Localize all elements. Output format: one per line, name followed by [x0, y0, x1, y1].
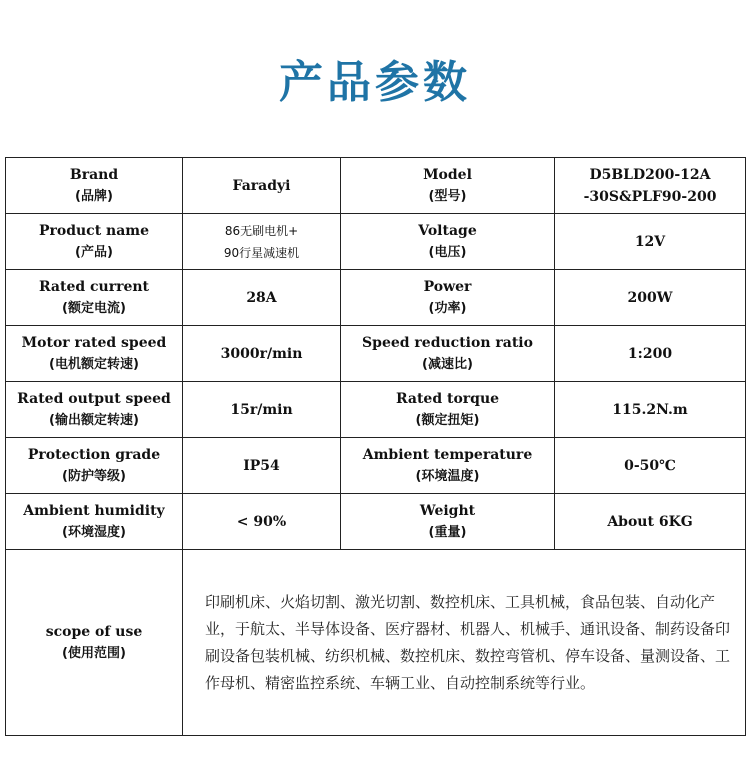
protection-grade-value: IP54 — [243, 457, 280, 474]
label-zh: (产品) — [75, 244, 113, 260]
value-cell — [183, 270, 341, 326]
rated-torque-value: 115.2N.m — [612, 401, 688, 418]
output-speed-value: 15r/min — [230, 401, 293, 418]
value-cell — [183, 158, 341, 214]
value-cell — [183, 438, 341, 494]
value-cell — [183, 382, 341, 438]
table-row — [6, 270, 746, 326]
table-row-scope — [6, 550, 746, 736]
table-row — [6, 382, 746, 438]
label-cell — [6, 158, 183, 214]
label-cell — [6, 438, 183, 494]
label-cell — [341, 270, 555, 326]
model-value-line1: D5BLD200-12A — [589, 166, 711, 183]
label-zh: (电压) — [428, 244, 467, 260]
table-row — [6, 326, 746, 382]
label-en: Rated output speed — [17, 390, 171, 407]
value-cell — [555, 438, 746, 494]
label-cell — [341, 494, 555, 550]
value-cell — [555, 494, 746, 550]
label-cell — [341, 382, 555, 438]
label-zh: (额定扭矩) — [415, 412, 480, 428]
value-cell — [183, 214, 341, 270]
table-row — [6, 158, 746, 214]
value-cell — [555, 214, 746, 270]
label-cell — [6, 270, 183, 326]
label-en: Ambient temperature — [362, 446, 533, 463]
voltage-value: 12V — [634, 233, 666, 250]
label-zh: (功率) — [428, 300, 467, 316]
value-cell — [555, 382, 746, 438]
label-zh: (额定电流) — [62, 300, 126, 316]
label-cell — [6, 214, 183, 270]
scope-text: 印刷机床、火焰切割、激光切割、数控机床、工具机械，食品包装、自动化产业，于航太、半导体设备、医疗器材、机器人、机械手、通讯设备、制药设备印刷设备包装机械、纺织机械、数控机床、数控弯管机、停车设备、量测设备、工作母机、精密监控系统、车辆工业、自动控制系统等行业。 — [183, 550, 746, 736]
label-zh: (减速比) — [422, 356, 473, 372]
table-row — [6, 214, 746, 270]
label-en: Rated torque — [395, 390, 500, 407]
label-en: Product name — [38, 222, 150, 239]
value-cell — [555, 270, 746, 326]
spec-table — [5, 157, 746, 736]
table-row — [6, 494, 746, 550]
label-cell — [341, 438, 555, 494]
label-en: Protection grade — [27, 446, 161, 463]
label-zh: (型号) — [428, 188, 467, 204]
value-cell — [183, 326, 341, 382]
label-en: Weight — [419, 502, 476, 519]
ambient-humidity-value: < 90% — [236, 513, 287, 530]
value-cell — [555, 326, 746, 382]
scope-label-zh: (使用范围) — [62, 645, 126, 661]
label-zh: (环境湿度) — [62, 524, 126, 540]
label-cell — [6, 494, 183, 550]
product-name-line1: 86无刷电机+ — [224, 223, 299, 238]
label-cell — [6, 550, 183, 736]
label-cell — [6, 326, 183, 382]
label-zh: (环境温度) — [415, 468, 480, 484]
label-en: Power — [423, 278, 472, 295]
weight-value: About 6KG — [607, 513, 693, 530]
table-row — [6, 438, 746, 494]
label-en: Motor rated speed — [21, 334, 167, 351]
value-cell — [183, 494, 341, 550]
label-zh: (品牌) — [75, 188, 113, 204]
label-zh: (重量) — [428, 524, 467, 540]
label-zh: (电机额定转速) — [49, 356, 139, 372]
label-cell — [341, 158, 555, 214]
rated-current-value: 28A — [246, 289, 277, 306]
label-en: Rated current — [38, 278, 150, 295]
label-en: Ambient humidity — [23, 502, 165, 519]
label-en: Speed reduction ratio — [362, 334, 533, 351]
label-en: Voltage — [418, 222, 477, 239]
label-zh: (防护等级) — [62, 468, 126, 484]
label-cell — [341, 326, 555, 382]
label-en: Model — [423, 166, 472, 183]
label-zh: (输出额定转速) — [49, 412, 139, 428]
brand-value: Faradyi — [232, 177, 291, 194]
page-title: 产品参数 — [279, 57, 471, 108]
power-value: 200W — [627, 289, 673, 306]
label-cell — [6, 382, 183, 438]
motor-speed-value: 3000r/min — [220, 345, 303, 362]
model-value-line2: -30S&PLF90-200 — [583, 188, 717, 205]
reduction-ratio-value: 1:200 — [627, 345, 673, 362]
ambient-temperature-value: 0-50℃ — [624, 457, 676, 474]
label-cell — [341, 214, 555, 270]
product-name-line2: 90行星减速机 — [223, 245, 300, 260]
value-cell — [555, 158, 746, 214]
label-en: Brand — [69, 166, 119, 183]
scope-label-en: scope of use — [45, 623, 143, 640]
